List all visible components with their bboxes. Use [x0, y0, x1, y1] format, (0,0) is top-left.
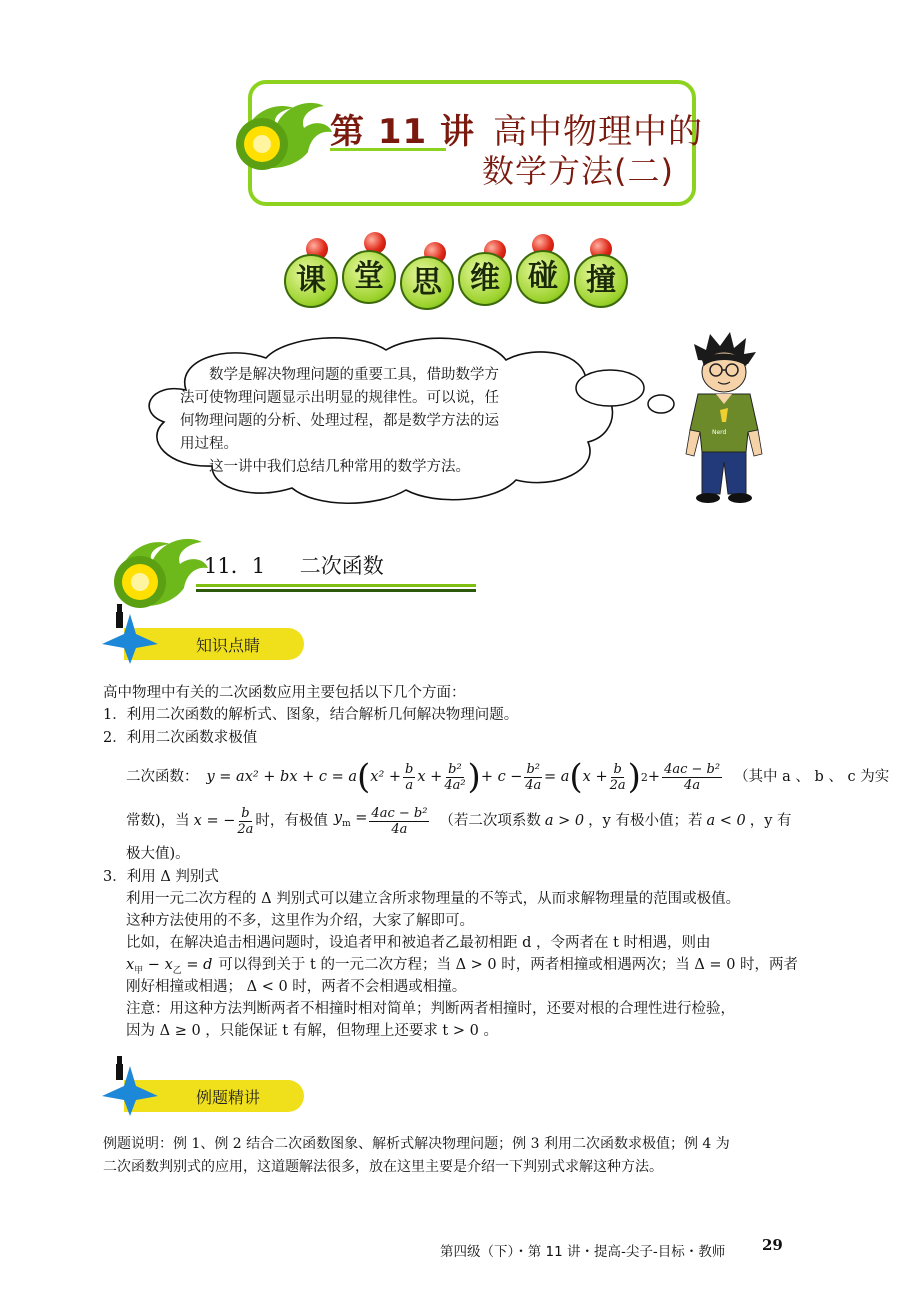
example-note-line-2: 二次函数判别式的应用，这道题解法很多，放在这里主要是介绍一下判别式求解这种方法。 — [103, 1159, 663, 1175]
discriminant-text-7: 因为 Δ ≥ 0 ，只能保证 t 有解，但物理上还要求 t > 0 。 — [126, 1023, 498, 1039]
page-footer: 第四级（下）・第 11 讲・提高-尖子-目标・教师 — [440, 1244, 726, 1260]
discriminant-text-1: 利用一元二次方程的 Δ 判别式可以建立含所求物理量的不等式，从而求解物理量的范围或极值。 — [126, 891, 741, 907]
list-item-1: 1．利用二次函数的解析式、图象，结合解析几何解决物理问题。 — [103, 707, 519, 723]
section-rule — [196, 589, 476, 592]
banner-char: 撞 — [574, 254, 628, 308]
figure-star-icon — [100, 1056, 160, 1116]
figure-star-icon — [100, 604, 160, 664]
shirt-text: Nerd — [712, 429, 727, 436]
page-title-line1: 第 11 讲 高中物理中的 — [330, 112, 703, 152]
section-heading — [204, 550, 384, 580]
banner-char: 维 — [458, 252, 512, 306]
section-title: 二次函数 — [299, 554, 384, 578]
intro-paragraph-1: 数学是解决物理问题的重要工具，借助数学方法可使物理问题显示出明显的规律性。可以说，任何物理问题的分析、处理过程，都是数学方法的运用过程。 — [180, 367, 499, 452]
page-title-line2: 数学方法(二) — [482, 152, 674, 190]
banner-classroom-thinking — [284, 246, 644, 306]
list-item-3: 3．利用 Δ 判别式 — [103, 869, 219, 885]
discriminant-text-3: 比如，在解决追击相遇问题时，设追者甲和被追者乙最初相距 d ，令两者在 t 时相遇，则由 — [126, 935, 711, 951]
body-intro-line: 高中物理中有关的二次函数应用主要包括以下几个方面： — [103, 685, 466, 701]
discriminant-text-5: 刚好相撞或相遇； Δ < 0 时，两者不会相遇或相撞。 — [126, 979, 467, 995]
tab-knowledge-label: 知识点睛 — [196, 635, 261, 655]
tab-examples-label: 例题精讲 — [196, 1087, 261, 1107]
list-item-2: 2．利用二次函数求极值 — [103, 730, 258, 746]
formula-label: 二次函数： — [126, 768, 199, 785]
lecture-number: 第 11 讲 — [330, 112, 475, 152]
extremum-line: 常数)，当 x = − $\frac{b}{2a}$ 时，有极值 $y_m$ = $\frac{\text{4ac − b²}}{4a}$ （若二次项系数 a > 0 ，y 有极小值；若 a < 0 ，y 有 — [126, 805, 792, 837]
intro-paragraph-2: 这一讲中我们总结几种常用的数学方法。 — [209, 459, 470, 475]
cartoon-student-illustration — [676, 330, 776, 510]
tab-knowledge-points — [100, 604, 310, 664]
banner-char: 碰 — [516, 250, 570, 304]
discriminant-text-2: 这种方法使用的不多，这里作为介绍，大家了解即可。 — [126, 913, 474, 929]
quadratic-formula-line: 二次函数： y = ax² + bx + c = a ( x² + $\frac{b}{a}$ x + $\frac{\text{b²}}{\text{4a²}}$ ) + c − $\frac{\text{b²}}{4a}$ = a ( x + $\frac{b}{2a}$ ) 2 + $\frac{\text{4ac − b²}}{4a}$ （其中 a 、 b 、 c 为实 — [126, 757, 890, 797]
flame-logo-icon — [224, 88, 334, 178]
banner-char: 思 — [400, 256, 454, 310]
section-number: 11．1 — [204, 554, 266, 578]
intro-text — [180, 364, 510, 479]
extremum-line-end: 极大值)。 — [126, 846, 190, 862]
discriminant-text-6: 注意：用这种方法判断两者不相撞时相对简单；判断两者相撞时，还要对根的合理性进行检验， — [126, 1001, 735, 1017]
formula-note: （其中 a 、 b 、 c 为实 — [734, 768, 890, 785]
section-rule — [196, 584, 476, 587]
banner-char: 堂 — [342, 250, 396, 304]
page-number: 29 — [762, 1236, 783, 1254]
banner-char: 课 — [284, 254, 338, 308]
discriminant-text-4: $x_甲 - x_乙 = d$ 可以得到关于 t 的一元二次方程；当 Δ > 0 时，两者相撞或相遇两次；当 Δ = 0 时，两者 — [126, 957, 799, 976]
example-note-line-1: 例题说明：例 1、例 2 结合二次函数图象、解析式解决物理问题；例 3 利用二次函数求极值；例 4 为 — [103, 1136, 730, 1152]
tab-example-lecture — [100, 1056, 310, 1116]
flame-logo-icon — [102, 522, 212, 612]
